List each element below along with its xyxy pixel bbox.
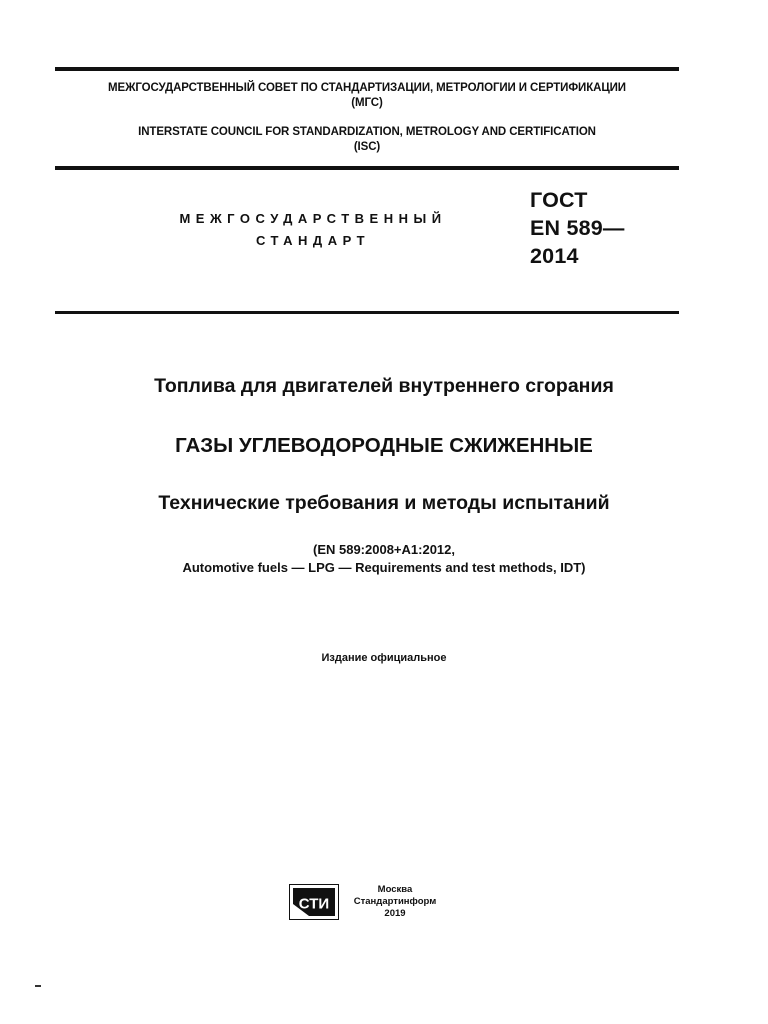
council-name-en: INTERSTATE COUNCIL FOR STANDARDIZATION, METROLOGY AND CERTIFICATION bbox=[138, 126, 596, 138]
standartinform-logo-icon bbox=[289, 884, 339, 920]
identity-line1: (EN 589:2008+A1:2012, bbox=[312, 542, 455, 557]
council-abbr-en: (ISC) bbox=[353, 141, 381, 153]
standard-code-line3: 2014 bbox=[530, 244, 579, 268]
standard-label-line2: СТАНДАРТ bbox=[255, 233, 371, 248]
publisher-city: Москва bbox=[377, 884, 413, 895]
council-name-ru: МЕЖГОСУДАРСТВЕННЫЙ СОВЕТ ПО СТАНДАРТИЗАЦИИ, МЕТРОЛОГИИ И СЕРТИФИКАЦИИ bbox=[108, 82, 626, 94]
document-subtitle: Технические требования и методы испытаний bbox=[158, 492, 610, 514]
publisher-year: 2019 bbox=[384, 908, 406, 919]
publisher-name: Стандартинформ bbox=[353, 896, 437, 907]
document-title-main: ГАЗЫ УГЛЕВОДОРОДНЫЕ СЖИЖЕННЫЕ bbox=[175, 434, 593, 457]
middle-rule bbox=[55, 166, 679, 170]
logo-text: СТИ bbox=[298, 895, 330, 913]
standard-label-line1: МЕЖГОСУДАРСТВЕННЫЙ bbox=[179, 211, 447, 226]
standard-code-line2: EN 589— bbox=[530, 216, 625, 240]
standard-code-line1: ГОСТ bbox=[530, 188, 588, 212]
scan-mark bbox=[35, 985, 41, 987]
document-title-line1: Топлива для двигателей внутреннего сгорания bbox=[154, 375, 614, 397]
top-rule bbox=[55, 67, 679, 71]
bottom-rule bbox=[55, 311, 679, 314]
identity-line2: Automotive fuels — LPG — Requirements and test methods, IDT) bbox=[182, 560, 586, 575]
council-abbr-ru: (МГС) bbox=[351, 97, 383, 109]
edition-label: Издание официальное bbox=[321, 652, 447, 664]
